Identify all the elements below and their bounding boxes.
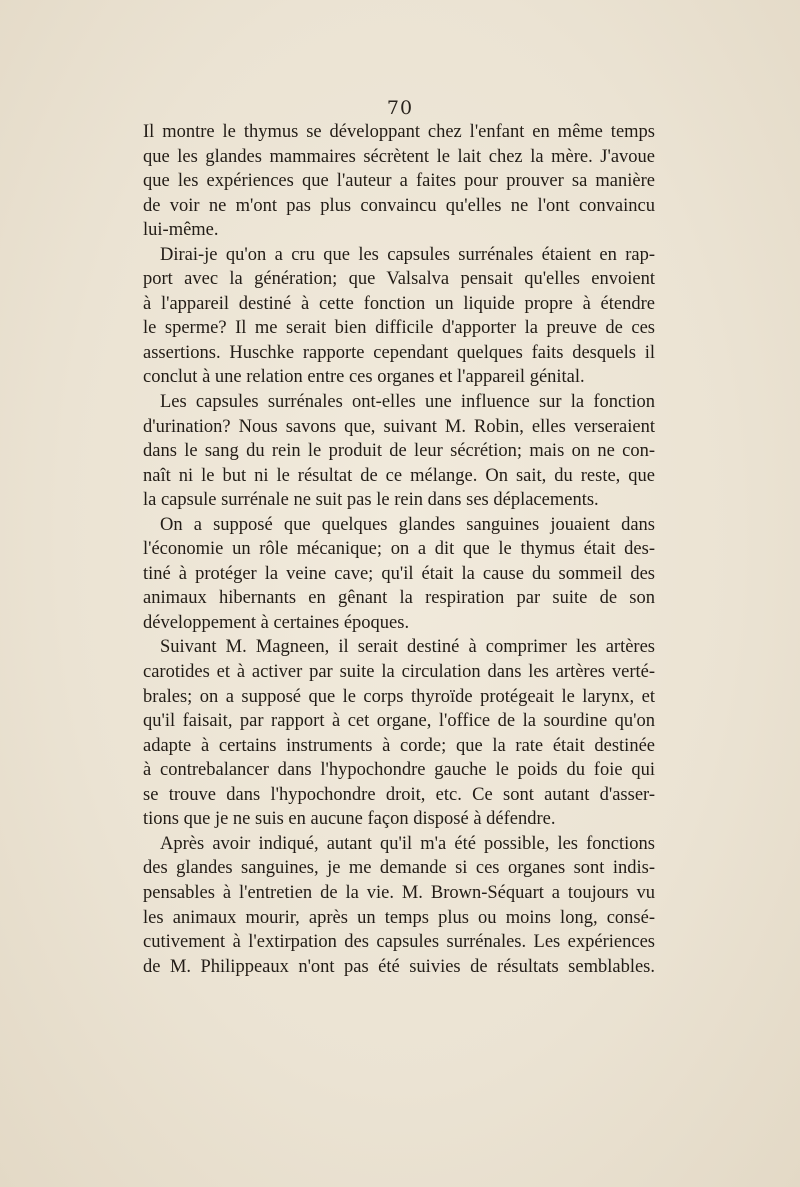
text-line: à contrebalancer dans l'hypochondre gauche le poids du foie qui xyxy=(143,760,655,781)
text-line: que les glandes mammaires sécrètent le lait chez la mère. J'avoue xyxy=(143,146,655,167)
text-line: Les capsules surrénales ont-elles une influence sur la fonction xyxy=(160,392,655,413)
text-line: adapte à certains instruments à corde; que la rate était destinée xyxy=(143,735,655,756)
text-line: d'urination? Nous savons que, suivant M. Robin, elles verseraient xyxy=(143,416,655,437)
text-line: Après avoir indiqué, autant qu'il m'a été possible, les fonctions xyxy=(160,833,655,854)
text-line: Dirai-je qu'on a cru que les capsules surrénales étaient en rap- xyxy=(160,244,655,265)
text-line: se trouve dans l'hypochondre droit, etc. Ce sont autant d'asser- xyxy=(143,784,655,805)
text-line: des glandes sanguines, je me demande si ces organes sont indis- xyxy=(143,858,655,879)
text-line: assertions. Huschke rapporte cependant quelques faits desquels il xyxy=(143,342,655,363)
text-line: de voir ne m'ont pas plus convaincu qu'elles ne l'ont convaincu xyxy=(143,195,655,216)
text-line: Il montre le thymus se développant chez l'enfant en même temps xyxy=(143,122,655,142)
text-line: naît ni le but ni le résultat de ce mélange. On sait, du reste, que xyxy=(143,465,655,486)
text-line: On a supposé que quelques glandes sanguines jouaient dans xyxy=(160,514,655,535)
text-line: les animaux mourir, après un temps plus ou moins long, consé- xyxy=(143,907,655,928)
text-line: cutivement à l'extirpation des capsules surrénales. Les expériences xyxy=(143,932,655,953)
text-line: développement à certaines époques. xyxy=(143,612,410,633)
text-line: pensables à l'entretien de la vie. M. Brown-Séquart a toujours vu xyxy=(143,882,655,903)
text-line: à l'appareil destiné à cette fonction un liquide propre à étendre xyxy=(143,293,655,314)
text-line: dans le sang du rein le produit de leur sécrétion; mais on ne con- xyxy=(143,441,655,462)
text-line: tions que je ne suis en aucune façon disposé à défendre. xyxy=(143,809,556,830)
text-line: le sperme? Il me serait bien difficile d'apporter la preuve de ces xyxy=(143,318,655,339)
text-line: de M. Philippeaux n'ont pas été suivies de résultats semblables. xyxy=(143,956,655,977)
text-line: conclut à une relation entre ces organes et l'appareil génital. xyxy=(143,367,585,388)
body-text xyxy=(143,120,655,979)
text-line: carotides et à activer par suite la circulation dans les artères verté- xyxy=(143,662,655,683)
text-line: brales; on a supposé que le corps thyroïde protégeait le larynx, et xyxy=(143,686,655,707)
text-line: qu'il faisait, par rapport à cet organe, l'office de la sourdine qu'on xyxy=(143,711,655,732)
text-line: Suivant M. Magneen, il serait destiné à comprimer les artères xyxy=(160,637,655,658)
text-line: que les expériences que l'auteur a faites pour prouver sa manière xyxy=(143,171,655,192)
text-line: tiné à protéger la veine cave; qu'il était la cause du sommeil des xyxy=(143,563,655,584)
page-number: 70 xyxy=(386,97,414,119)
text-line: animaux hibernants en gênant la respiration par suite de son xyxy=(143,588,655,609)
text-line: port avec la génération; que Valsalva pensait qu'elles envoient xyxy=(143,269,655,290)
text-line: la capsule surrénale ne suit pas le rein dans ses déplacements. xyxy=(143,490,599,511)
text-line: lui-même. xyxy=(143,220,219,241)
text-line: l'économie un rôle mécanique; on a dit que le thymus était des- xyxy=(143,539,655,560)
